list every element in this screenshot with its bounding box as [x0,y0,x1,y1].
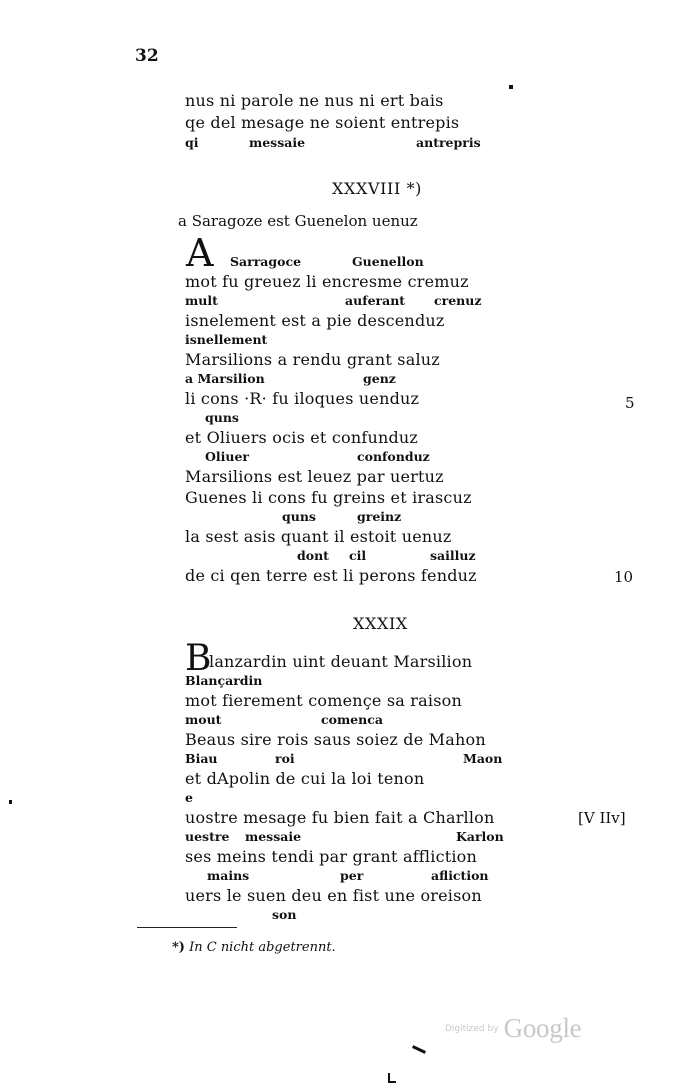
verse-line: et Oliuers ocis et confunduz [185,428,419,447]
ink-speck [412,1045,426,1054]
variant-reading: isnellement [185,332,268,347]
variant-reading: mult [185,293,218,308]
ink-speck [509,85,513,89]
variant-reading: confonduz [357,449,430,464]
verse-line: lanzardin uint deuant Marsilion [209,652,473,671]
digitization-watermark [445,1013,581,1044]
variant-reading: Karlon [456,829,504,844]
verse-line: Marsilions a rendu grant saluz [185,350,440,369]
verse-line: nus ni parole ne nus ni ert bais [185,91,444,110]
variant-reading: Blançardin [185,673,263,688]
page-number: 32 [135,46,159,66]
variant-reading: crenuz [434,293,482,308]
variant-reading: mout [185,712,222,727]
verse-line: Marsilions est leuez par uertuz [185,467,444,486]
variant-reading: Biau [185,751,218,766]
variant-reading: afliction [431,868,489,883]
variant-reading: cil [349,548,367,563]
footnote-separator [137,927,237,928]
verse-line: Guenes li cons fu greins et irascuz [185,488,472,507]
variant-reading: dont [297,548,329,563]
variant-reading: qi [185,135,199,150]
verse-line: Beaus sire rois saus soiez de Mahon [185,730,486,749]
watermark-logo-text: Google [503,1013,582,1043]
laisse-heading: XXXIX [353,614,408,633]
variant-reading: antrepris [416,135,481,150]
ink-speck [388,1081,396,1083]
variant-reading: uestre [185,829,230,844]
verse-line: la sest asis quant il estoit uenuz [185,527,452,546]
verse-line: uostre mesage fu bien fait a Charllon [185,808,495,827]
initial-letter: B [185,638,212,679]
variant-reading: roi [275,751,295,766]
variant-reading: auferant [345,293,406,308]
variant-reading: sailluz [430,548,476,563]
watermark-small-text: Digitized by [445,1024,499,1034]
line-number: 10 [614,568,634,586]
folio-reference: [V IIv] [578,809,626,827]
variant-reading: quns [205,410,239,425]
variant-reading: quns [282,509,316,524]
verse-line: uers le suen deu en fist une oreison [185,886,482,905]
footnote-marker: *) [172,940,185,955]
variant-reading: son [272,907,297,922]
verse-line: qe del mesage ne soient entrepis [185,113,460,132]
variant-reading: per [340,868,364,883]
variant-reading: greinz [357,509,402,524]
variant-reading: mains [207,868,250,883]
variant-reading: messaie [245,829,302,844]
variant-reading: comenca [321,712,383,727]
verse-line: li cons ·R· fu iloques uenduz [185,389,420,408]
verse-line: de ci qen terre est li perons fenduz [185,566,477,585]
ink-speck [9,800,12,804]
initial-letter: A [186,231,214,275]
verse-line: isnelement est a pie descenduz [185,311,445,330]
variant-reading: Maon [463,751,503,766]
verse-line: mot fierement començe sa raison [185,691,462,710]
variant-reading: Oliuer [205,449,250,464]
verse-line: ses meins tendi par grant affliction [185,847,478,866]
variant-reading: Sarragoce [230,254,302,269]
variant-reading: a Marsilion [185,371,265,386]
verse-line: mot fu greuez li encresme cremuz [185,272,469,291]
laisse-heading: XXXVIII *) [332,179,423,198]
footnote [172,940,336,955]
line-number: 5 [625,394,635,412]
variant-reading: e [185,790,193,805]
verse-line: et dApolin de cui la loi tenon [185,769,425,788]
footnote-text: In C nicht abgetrennt. [189,940,336,955]
rubric-line: a Saragoze est Guenelon uenuz [178,212,418,230]
variant-reading: Guenellon [352,254,424,269]
variant-reading: messaie [249,135,306,150]
variant-reading: genz [363,371,396,386]
